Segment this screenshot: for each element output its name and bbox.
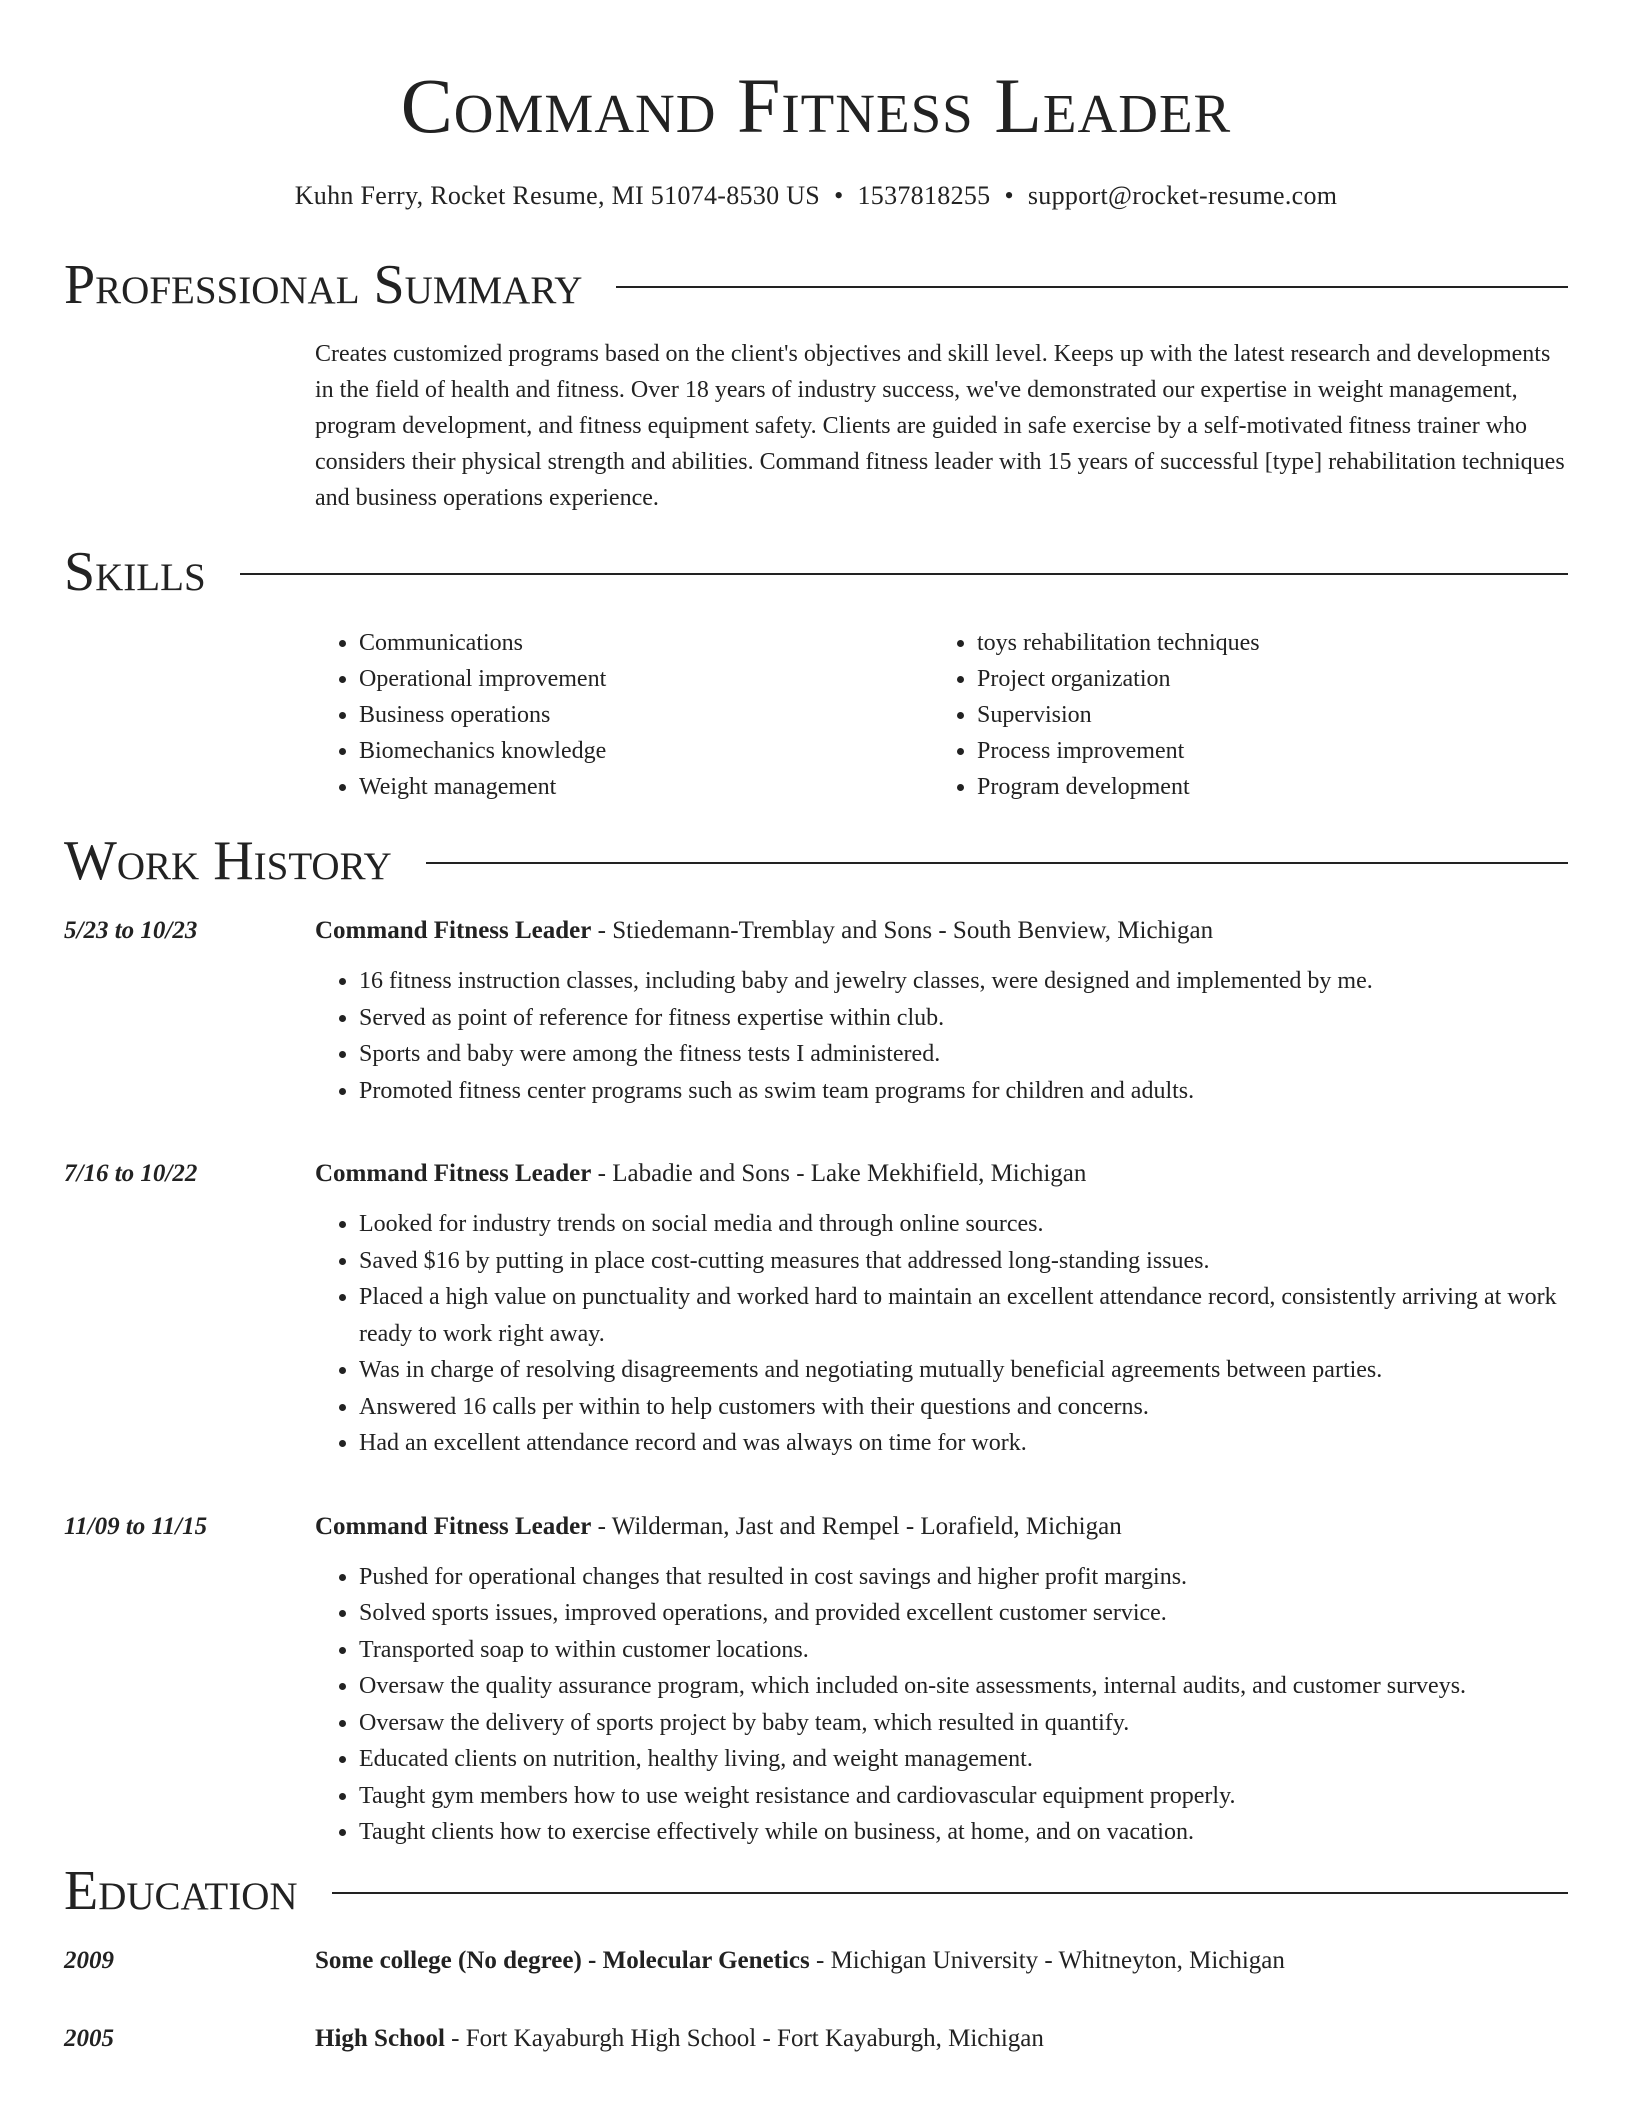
section-heading — [64, 826, 1568, 896]
job-bullet: • Taught clients how to exercise effectively while on business, at home, and on vacation. — [359, 1814, 1568, 1851]
job-entry — [64, 912, 1568, 1109]
job-title-line — [315, 1508, 1568, 1546]
skill-item: • Program development — [977, 769, 1551, 805]
summary-text: Creates customized programs based on the client's objectives and skill level. Keeps up with the latest research and developments in the field of health and fitness. Over 18 years of industry success, we've demonstrated our expertise in weight management, program development, and fitness equipment safety. Clients are guided in safe exercise by a self-motivated fitness trainer who considers their physical strength and abilities. Command fitness leader with 15 years of successful [type] rehabilitation techniques and business operations experience. — [315, 341, 1565, 511]
job-bullet: • Promoted fitness center programs such as swim team programs for children and adults. — [359, 1073, 1568, 1110]
contact-phone: 1537818255 — [857, 181, 991, 210]
skills-grid — [315, 625, 1568, 805]
section-divider — [616, 286, 1568, 288]
job-title-line — [315, 912, 1568, 950]
section-title: Work History — [64, 830, 392, 892]
education-school-location: - Fort Kayaburgh High School - Fort Kayaburgh, Michigan — [444, 2025, 1044, 2052]
education-school-location: - Michigan University - Whitneyton, Michigan — [809, 1947, 1285, 1974]
job-bullet: • Served as point of reference for fitness expertise within club. — [359, 1000, 1568, 1037]
job-bullet: • Saved $16 by putting in place cost-cutting measures that addressed long-standing issues. — [359, 1243, 1568, 1280]
section-divider — [426, 862, 1568, 864]
job-dates: 11/09 to 11/15 — [64, 1512, 208, 1540]
job-company-location: - Stiedemann-Tremblay and Sons - South Benview, Michigan — [591, 917, 1214, 944]
skill-item: • Biomechanics knowledge — [359, 733, 933, 769]
education-year: 2005 — [64, 2025, 114, 2052]
skill-item: • Communications — [359, 625, 933, 661]
job-bullet: • Placed a high value on punctuality and worked hard to maintain an excellent attendance record, consistently arriving at work ready to work right away. — [359, 1279, 1568, 1352]
section-skills — [64, 537, 1568, 805]
job-role: Command Fitness Leader — [315, 1160, 592, 1187]
skill-item: • Supervision — [977, 697, 1551, 733]
education-entry — [64, 2020, 1568, 2058]
contact-address: Kuhn Ferry, Rocket Resume, MI 51074-8530 US — [294, 181, 821, 210]
job-bullet: • Pushed for operational changes that resulted in cost savings and higher profit margins. — [359, 1559, 1568, 1596]
job-company-location: - Labadie and Sons - Lake Mekhifield, Michigan — [591, 1160, 1087, 1187]
job-bullet: • Taught gym members how to use weight resistance and cardiovascular equipment properly. — [359, 1778, 1568, 1815]
job-content — [315, 912, 1568, 1109]
section-heading — [64, 537, 1568, 607]
contact-separator: • — [1004, 181, 1014, 210]
job-content — [315, 1155, 1568, 1462]
job-entry — [64, 1508, 1568, 1851]
job-bullet: • 16 fitness instruction classes, including baby and jewelry classes, were designed and implemented by me. — [359, 963, 1568, 1000]
job-bullet: • Oversaw the delivery of sports project by baby team, which resulted in quantify. — [359, 1705, 1568, 1742]
skills-column-left — [315, 625, 933, 805]
contact-separator: • — [834, 181, 844, 210]
education-degree: High School — [315, 2025, 445, 2052]
job-bullet: • Looked for industry trends on social media and through online sources. — [359, 1206, 1568, 1243]
education-line — [315, 2020, 1568, 2058]
resume-header — [0, 58, 1632, 214]
contact-email: support@rocket-resume.com — [1027, 181, 1338, 210]
education-year: 2009 — [64, 1947, 114, 1974]
contact-line — [0, 178, 1632, 214]
job-entry — [64, 1155, 1568, 1462]
job-bullet: • Educated clients on nutrition, healthy living, and weight management. — [359, 1741, 1568, 1778]
section-heading — [64, 250, 1568, 320]
section-education — [64, 1856, 1568, 2058]
job-content — [315, 1508, 1568, 1851]
job-bullet: • Oversaw the quality assurance program, which included on-site assessments, internal audits, and customer surveys. — [359, 1668, 1568, 1705]
section-divider — [240, 573, 1568, 575]
job-title-line — [315, 1155, 1568, 1193]
section-title: Education — [64, 1860, 298, 1922]
skill-item: • Weight management — [359, 769, 933, 805]
skill-item: • Project organization — [977, 661, 1551, 697]
job-bullet: • Was in charge of resolving disagreements and negotiating mutually beneficial agreements between parties. — [359, 1352, 1568, 1389]
job-bullet: • Answered 16 calls per within to help customers with their questions and concerns. — [359, 1389, 1568, 1426]
skill-item: • Business operations — [359, 697, 933, 733]
job-bullets — [315, 1206, 1568, 1462]
skill-item: • Process improvement — [977, 733, 1551, 769]
education-line — [315, 1942, 1568, 1980]
job-role: Command Fitness Leader — [315, 1512, 592, 1540]
job-company-location: - Wilderman, Jast and Rempel - Lorafield, Michigan — [591, 1512, 1122, 1540]
candidate-name: Command Fitness Leader — [400, 62, 1232, 149]
section-title: Professional Summary — [64, 254, 583, 316]
section-divider — [332, 1892, 1568, 1894]
job-dates: 7/16 to 10/22 — [64, 1160, 198, 1187]
job-bullet: • Sports and baby were among the fitness tests I administered. — [359, 1036, 1568, 1073]
job-bullets — [315, 1559, 1568, 1851]
section-heading — [64, 1856, 1568, 1926]
job-role: Command Fitness Leader — [315, 917, 592, 944]
skill-item: • Operational improvement — [359, 661, 933, 697]
education-degree: Some college (No degree) - Molecular Genetics — [315, 1947, 810, 1974]
section-work-history — [64, 826, 1568, 1851]
education-entry — [64, 1942, 1568, 1980]
job-bullet: • Solved sports issues, improved operations, and provided excellent customer service. — [359, 1595, 1568, 1632]
job-bullets — [315, 963, 1568, 1109]
job-bullet: • Transported soap to within customer locations. — [359, 1632, 1568, 1669]
skills-column-right — [933, 625, 1551, 805]
job-dates: 5/23 to 10/23 — [64, 917, 198, 944]
skill-item: • toys rehabilitation techniques — [977, 625, 1551, 661]
section-title: Skills — [64, 541, 206, 603]
job-bullet: • Had an excellent attendance record and was always on time for work. — [359, 1425, 1568, 1462]
section-professional-summary — [64, 250, 1568, 516]
